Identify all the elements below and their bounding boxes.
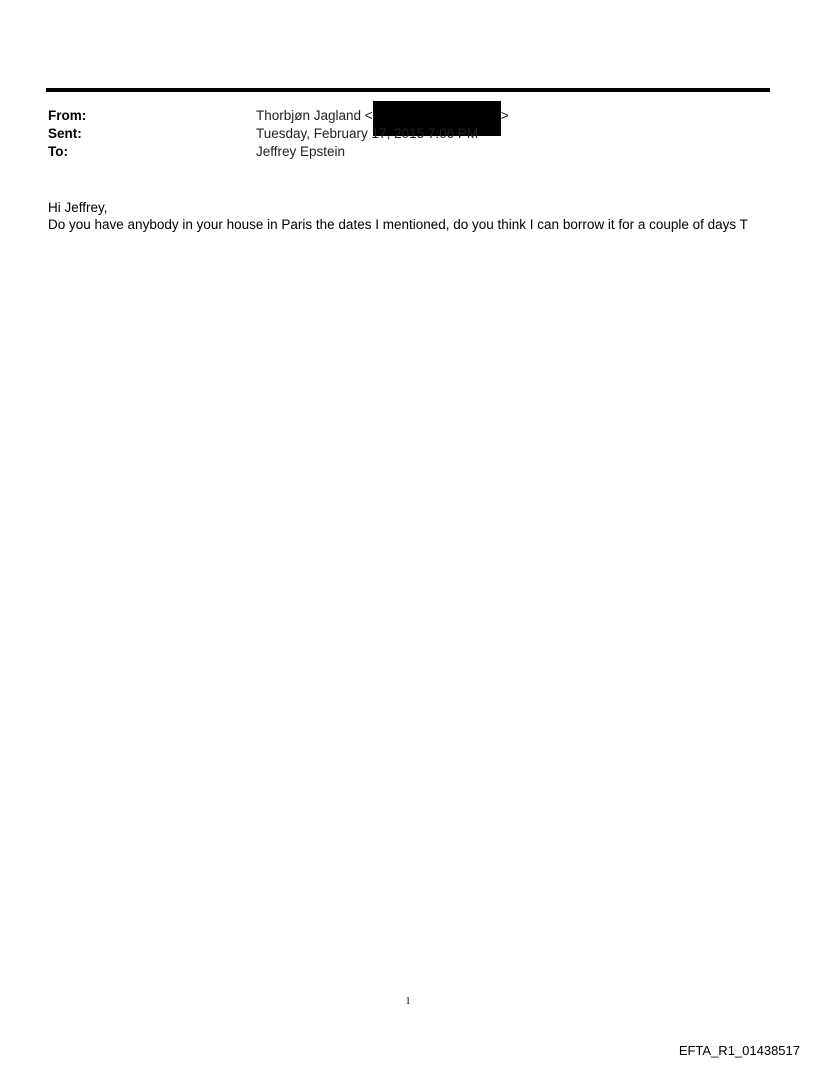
to-value: Jeffrey Epstein [256,144,346,159]
to-label: To: [48,144,68,159]
sent-value: Tuesday, February 17, 2015 7:06 PM [256,126,479,141]
email-greeting: Hi Jeffrey, [48,200,108,215]
page-number: 1 [405,996,411,1007]
from-value-end: > [500,108,509,123]
sent-label: Sent: [48,126,82,141]
header-divider [46,88,770,92]
bates-number: EFTA_R1_01438517 [678,1043,800,1058]
email-body: Do you have anybody in your house in Paris the dates I mentioned, do you think I can borrow it for a couple of days T [48,217,748,232]
from-label: From: [48,108,87,123]
from-sender: Thorbjøn Jagland < [256,108,373,123]
